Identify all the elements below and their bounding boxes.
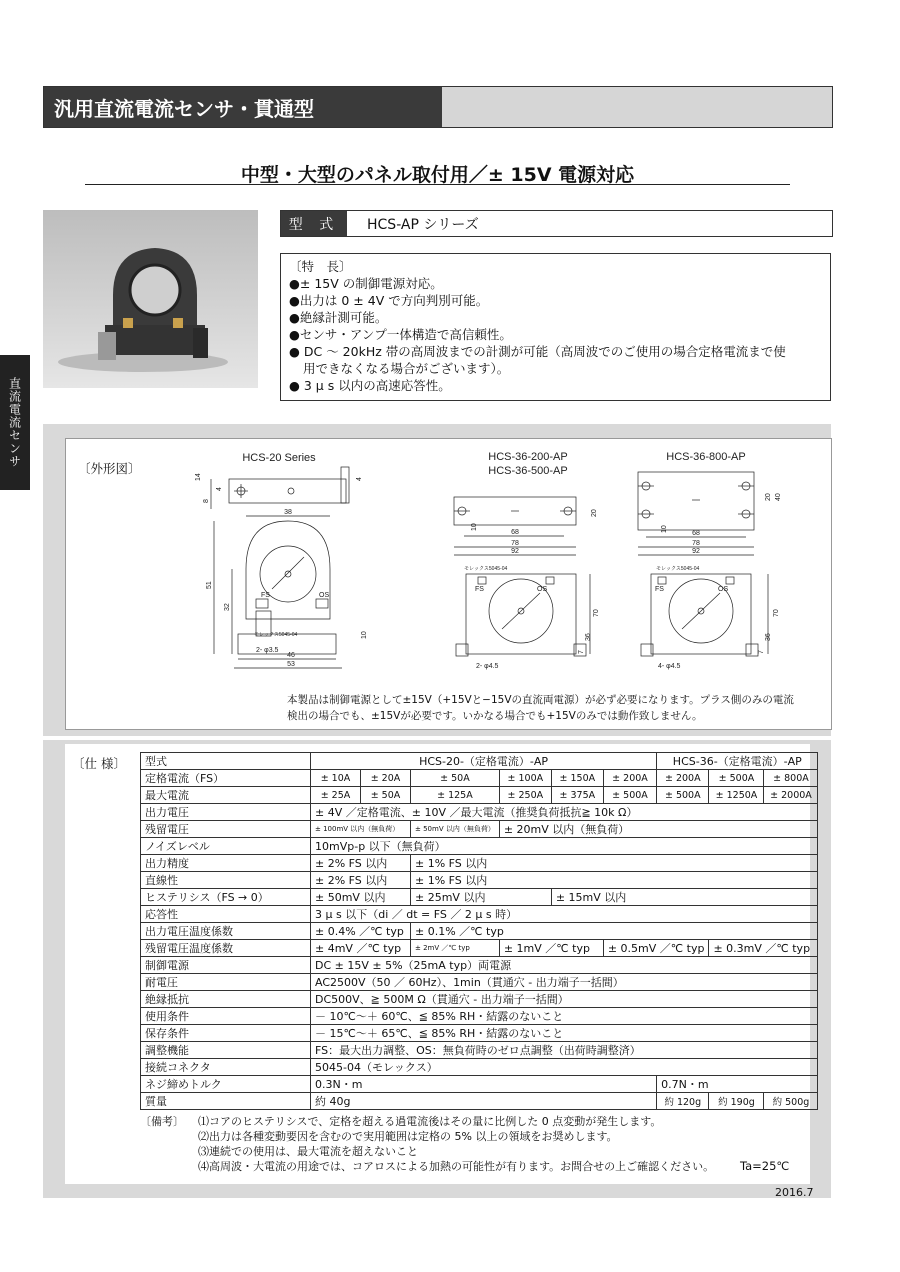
dim-label: 10 (361, 631, 368, 639)
dim-label: 68 (692, 530, 700, 537)
table-row (141, 1076, 818, 1093)
table-row (141, 906, 818, 923)
dim-label: 38 (284, 509, 292, 516)
table-row (141, 821, 818, 838)
table-row (141, 923, 818, 940)
table-row (141, 889, 818, 906)
row-header: 調整機能 (141, 1042, 311, 1059)
hole-label: 2- φ4.5 (476, 663, 499, 670)
connector-label: モレックス5045-04 (656, 566, 700, 572)
table-row (141, 838, 818, 855)
os-label: OS (718, 586, 729, 593)
table-row (141, 940, 818, 957)
table-row (141, 1042, 818, 1059)
cell: ± 800A (764, 770, 818, 787)
row-header: 使用条件 (141, 1008, 311, 1025)
cell: 0.7N・m (657, 1076, 818, 1093)
table-row (141, 974, 818, 991)
cell: ± 1mV ／℃ typ (499, 940, 603, 957)
drawing-hcs36-800 (638, 451, 782, 670)
dim-label: 20 (765, 493, 772, 501)
cell: DC500V、≧ 500M Ω（貫通穴 - 出力端子一括間） (311, 991, 818, 1008)
drawing3-title: HCS-36-800-AP (666, 451, 746, 463)
model-box (280, 210, 833, 237)
table-row (141, 1025, 818, 1042)
dim-label: 68 (511, 529, 519, 536)
dim-label: 20 (591, 509, 598, 517)
cell: ± 100mV 以内（無負荷） (311, 821, 411, 838)
row-header: 絶縁抵抗 (141, 991, 311, 1008)
cell: － 10℃〜＋ 60℃、≦ 85% RH・結露のないこと (311, 1008, 818, 1025)
dim-label: 4 (216, 487, 223, 491)
cell: DC ± 15V ± 5%（25mA typ）両電源 (311, 957, 818, 974)
notes (140, 1114, 714, 1174)
cell: ± 2000A (764, 787, 818, 804)
features-heading: 〔特 長〕 (289, 259, 352, 274)
cell: ± 50A (361, 787, 411, 804)
row-header: 出力電圧温度係数 (141, 923, 311, 940)
table-row (141, 753, 818, 770)
row-header: ノイズレベル (141, 838, 311, 855)
hole-label: 2- φ3.5 (256, 647, 279, 654)
dim-label: 70 (773, 609, 780, 617)
cell: HCS-36-（定格電流）-AP (657, 753, 818, 770)
cell: ± 250A (499, 787, 551, 804)
cell: ± 500A (709, 770, 764, 787)
page-title: 汎用直流電流センサ・貫通型 (44, 87, 442, 127)
dimension-note-line: 検出の場合でも、±15Vが必要です。いかなる場合でも+15Vのみでは動作致しません。 (287, 710, 703, 722)
cell: ± 1% FS 以内 (411, 872, 818, 889)
dim-label: 4 (356, 477, 363, 481)
cell: ± 25mV 以内 (411, 889, 552, 906)
hole-label: 4- φ4.5 (658, 663, 681, 670)
cell: ± 2% FS 以内 (311, 872, 411, 889)
dim-label: 78 (692, 540, 700, 547)
title-bar-fill (442, 87, 832, 127)
table-row (141, 957, 818, 974)
cell: HCS-20-（定格電流）-AP (311, 753, 657, 770)
cell: ± 375A (551, 787, 603, 804)
cell: ± 2mV ／℃ typ (411, 940, 500, 957)
cell: ± 0.1% ／℃ typ (411, 923, 818, 940)
note-item: ⑴コアのヒステリシスで、定格を超える過電流後はその量に比例した 0 点変動が発生します。 (198, 1115, 662, 1128)
cell: 0.3N・m (311, 1076, 657, 1093)
fs-label: FS (261, 592, 270, 599)
feature-item: ● 3 μ s 以内の高速応答性。 (289, 378, 451, 393)
cell: ± 125A (411, 787, 500, 804)
dim-label: 7 (578, 650, 585, 654)
feature-item: ●± 15V の制御電源対応。 (289, 276, 443, 291)
cell: ± 20mV 以内（無負荷） (499, 821, 818, 838)
feature-item: ●出力は 0 ± 4V で方向判別可能。 (289, 293, 489, 308)
os-label: OS (537, 586, 548, 593)
feature-item: ● DC 〜 20kHz 帯の高周波までの計測が可能（高周波でのご使用の場合定格電流まで使 (289, 344, 786, 359)
table-row (141, 804, 818, 821)
dim-label: 92 (692, 548, 700, 555)
table-row (141, 855, 818, 872)
cell: 5045-04（モレックス） (311, 1059, 818, 1076)
cell: 約 120g (657, 1093, 709, 1110)
cell: ± 200A (657, 770, 709, 787)
drawing-hcs20 (195, 452, 368, 668)
spec-label: 〔仕 様〕 (72, 756, 126, 771)
row-header: 最大電流 (141, 787, 311, 804)
table-row (141, 770, 818, 787)
row-header: 接続コネクタ (141, 1059, 311, 1076)
os-label: OS (319, 592, 330, 599)
features-box (280, 253, 831, 401)
dim-label: 36 (585, 633, 592, 641)
fs-label: FS (475, 586, 484, 593)
cell: ± 20A (361, 770, 411, 787)
dim-label: 10 (471, 523, 478, 531)
note-item: ⑵出力は各種変動要因を含むので実用範囲は定格の 5% 以上の領域をお奨めします。 (198, 1130, 618, 1143)
row-header: 残留電圧温度係数 (141, 940, 311, 957)
cell: ± 500A (603, 787, 656, 804)
title-bar (43, 86, 833, 128)
cell: ± 50mV 以内 (311, 889, 411, 906)
drawing2-title: HCS-36-200-AP (488, 451, 568, 463)
dim-label: 40 (775, 493, 782, 501)
dim-label: 32 (224, 603, 231, 611)
table-row (141, 1093, 818, 1110)
dim-label: 70 (593, 609, 600, 617)
cell: ± 1% FS 以内 (411, 855, 818, 872)
cell: 10mVp-p 以下（無負荷） (311, 838, 818, 855)
dimension-note (287, 692, 807, 724)
row-header: 型式 (141, 753, 311, 770)
cell: ± 2% FS 以内 (311, 855, 411, 872)
dim-label: 46 (287, 652, 295, 659)
row-header: 質量 (141, 1093, 311, 1110)
dim-label: 53 (287, 661, 295, 668)
dim-label: 92 (511, 548, 519, 555)
drawing-hcs36-200-500 (454, 451, 600, 670)
publish-date: 2016.7 (775, 1186, 814, 1199)
row-header: 制御電源 (141, 957, 311, 974)
cell: 約 40g (311, 1093, 657, 1110)
feature-item: ●センサ・アンプ一体構造で高信頼性。 (289, 327, 512, 342)
table-row (141, 787, 818, 804)
cell: ± 25A (311, 787, 361, 804)
dim-label: 51 (206, 581, 213, 589)
dim-label: 36 (765, 633, 772, 641)
cell: ± 150A (551, 770, 603, 787)
row-header: 出力精度 (141, 855, 311, 872)
dimension-label: 〔外形図〕 (78, 461, 141, 476)
row-header: 出力電圧 (141, 804, 311, 821)
table-row (141, 1059, 818, 1076)
cell: AC2500V（50 ／ 60Hz）、1min（貫通穴 - 出力端子一括間） (311, 974, 818, 991)
subtitle-rule (85, 184, 790, 185)
dimension-note-line: 本製品は制御電源として±15V（+15Vと−15Vの直流両電源）が必ず必要になります。プラス側のみの電流 (287, 694, 794, 706)
row-header: 残留電圧 (141, 821, 311, 838)
ambient-temp: Ta=25℃ (740, 1159, 790, 1173)
table-row (141, 1008, 818, 1025)
dim-label: 8 (203, 499, 210, 503)
notes-label: 〔備考〕 (140, 1115, 184, 1128)
cell: ± 10A (311, 770, 361, 787)
product-photo (43, 210, 258, 388)
drawing1-title: HCS-20 Series (242, 452, 316, 464)
table-row (141, 872, 818, 889)
table-row (141, 991, 818, 1008)
cell: ± 0.4% ／℃ typ (311, 923, 411, 940)
dim-label: 7 (758, 650, 765, 654)
cell: ± 1250A (709, 787, 764, 804)
dim-label: 78 (511, 540, 519, 547)
note-item: ⑷高周波・大電流の用途では、コアロスによる加熱の可能性が有ります。お問合せの上ご確認ください。 (198, 1160, 715, 1173)
cell: ± 200A (603, 770, 656, 787)
row-header: 直線性 (141, 872, 311, 889)
fs-label: FS (655, 586, 664, 593)
cell: ± 15mV 以内 (551, 889, 818, 906)
row-header: 定格電流（FS） (141, 770, 311, 787)
note-item: ⑶連続での使用は、最大電流を超えないこと (198, 1145, 418, 1158)
row-header: 保存条件 (141, 1025, 311, 1042)
model-value: HCS-AP シリーズ (367, 216, 479, 233)
cell: ± 0.3mV ／℃ typ (709, 940, 818, 957)
cell: 約 190g (709, 1093, 764, 1110)
dimension-panel (65, 438, 832, 730)
model-label: 型 式 (281, 211, 347, 236)
cell: ± 50A (411, 770, 500, 787)
row-header: ネジ締めトルク (141, 1076, 311, 1093)
cell: ± 500A (657, 787, 709, 804)
cell: ± 0.5mV ／℃ typ (603, 940, 709, 957)
connector-label: モレックス5045-04 (254, 632, 298, 638)
dim-label: 10 (661, 525, 668, 533)
cell: 約 500g (764, 1093, 818, 1110)
row-header: ヒステリシス（FS → 0） (141, 889, 311, 906)
cell: 3 μ s 以下（di ／ dt = FS ／ 2 μ s 時） (311, 906, 818, 923)
feature-item: ●絶縁計測可能。 (289, 310, 388, 325)
cell: ± 100A (499, 770, 551, 787)
row-header: 応答性 (141, 906, 311, 923)
subtitle: 中型・大型のパネル取付用／± 15V 電源対応 (240, 164, 635, 186)
drawing2-title-b: HCS-36-500-AP (488, 465, 568, 477)
dim-label: 14 (195, 473, 202, 481)
spec-table (140, 752, 818, 1110)
cell: ± 4mV ／℃ typ (311, 940, 411, 957)
row-header: 耐電圧 (141, 974, 311, 991)
cell: ± 4V ／定格電流、± 10V ／最大電流（推奨負荷抵抗≧ 10k Ω） (311, 804, 818, 821)
connector-label: モレックス5045-04 (464, 566, 508, 572)
cell: ± 50mV 以内（無負荷） (411, 821, 500, 838)
feature-item-cont: 用できなくなる場合がございます）。 (303, 361, 510, 376)
side-tab: 直流電流センサ (0, 355, 30, 490)
cell: － 15℃〜＋ 65℃、≦ 85% RH・結露のないこと (311, 1025, 818, 1042)
cell: FS：最大出力調整、OS：無負荷時のゼロ点調整（出荷時調整済） (311, 1042, 818, 1059)
